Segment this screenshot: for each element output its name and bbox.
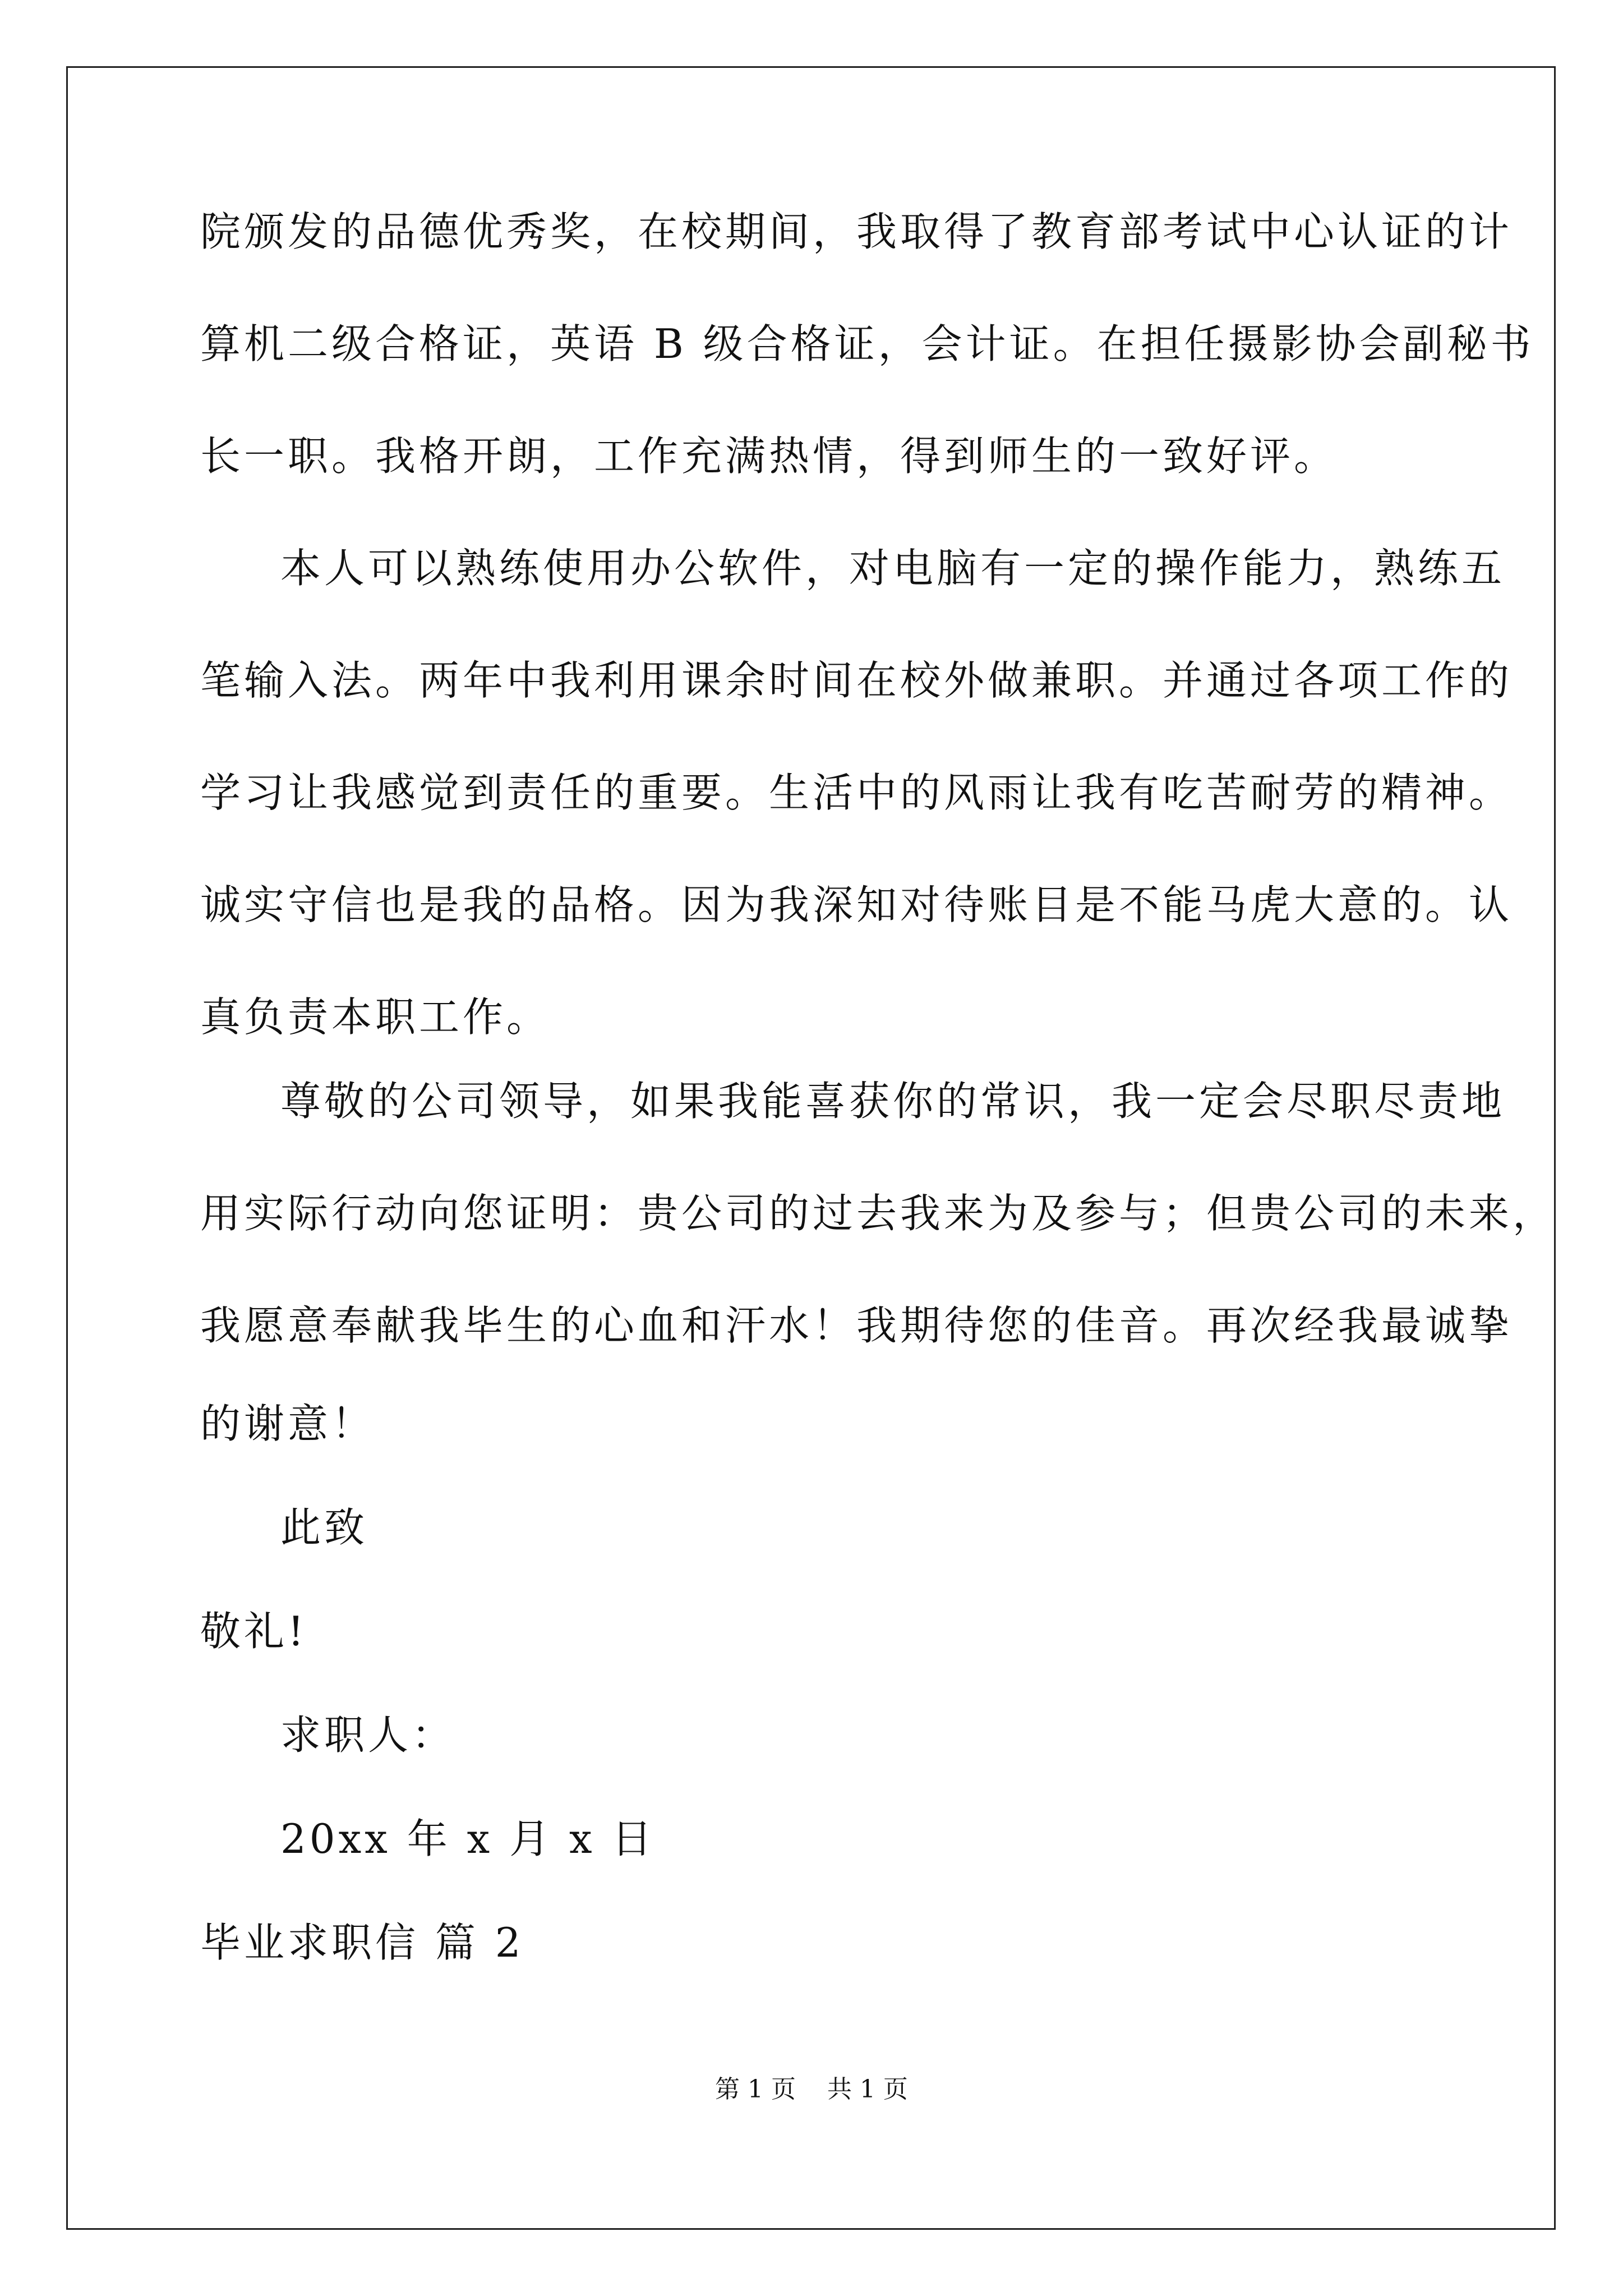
paragraph-line: 用实际行动向您证明：贵公司的过去我来为及参与；但贵公司的未来， — [200, 1190, 1557, 1237]
paragraph-line: 我愿意奉献我毕生的心血和汗水！我期待您的佳音。再次经我最诚挚 — [200, 1302, 1513, 1349]
paragraph-line: 笔输入法。两年中我利用课余时间在校外做兼职。并通过各项工作的 — [200, 657, 1513, 704]
paragraph-line: 本人可以熟练使用办公软件，对电脑有一定的操作能力，熟练五 — [280, 545, 1506, 592]
date-line: 20xx 年 x 月 x 日 — [280, 1815, 656, 1862]
closing-regards: 敬礼! — [200, 1608, 307, 1655]
signature-label: 求职人： — [280, 1711, 456, 1759]
page-footer: 第 1 页 共 1 页 — [715, 2075, 908, 2104]
closing-salutation: 此致 — [280, 1504, 368, 1551]
paragraph-line: 长一职。我格开朗，工作充满热情，得到师生的一致好评。 — [200, 432, 1338, 480]
paragraph-line: 学习让我感觉到责任的重要。生活中的风雨让我有吃苦耐劳的精神。 — [200, 769, 1513, 816]
paragraph-line: 算机二级合格证，英语 B 级合格证，会计证。在担任摄影协会副秘书 — [200, 320, 1534, 367]
paragraph-line: 尊敬的公司领导，如果我能喜获你的常识，我一定会尽职尽责地 — [280, 1078, 1506, 1125]
paragraph-line: 院颁发的品德优秀奖，在校期间，我取得了教育部考试中心认证的计 — [200, 208, 1513, 255]
page-border — [66, 66, 1556, 2230]
section-heading: 毕业求职信 篇 2 — [200, 1919, 524, 1966]
paragraph-line: 真负责本职工作。 — [200, 993, 551, 1041]
paragraph-line: 诚实守信也是我的品格。因为我深知对待账目是不能马虎大意的。认 — [200, 881, 1513, 928]
paragraph-line: 的谢意！ — [200, 1400, 376, 1447]
